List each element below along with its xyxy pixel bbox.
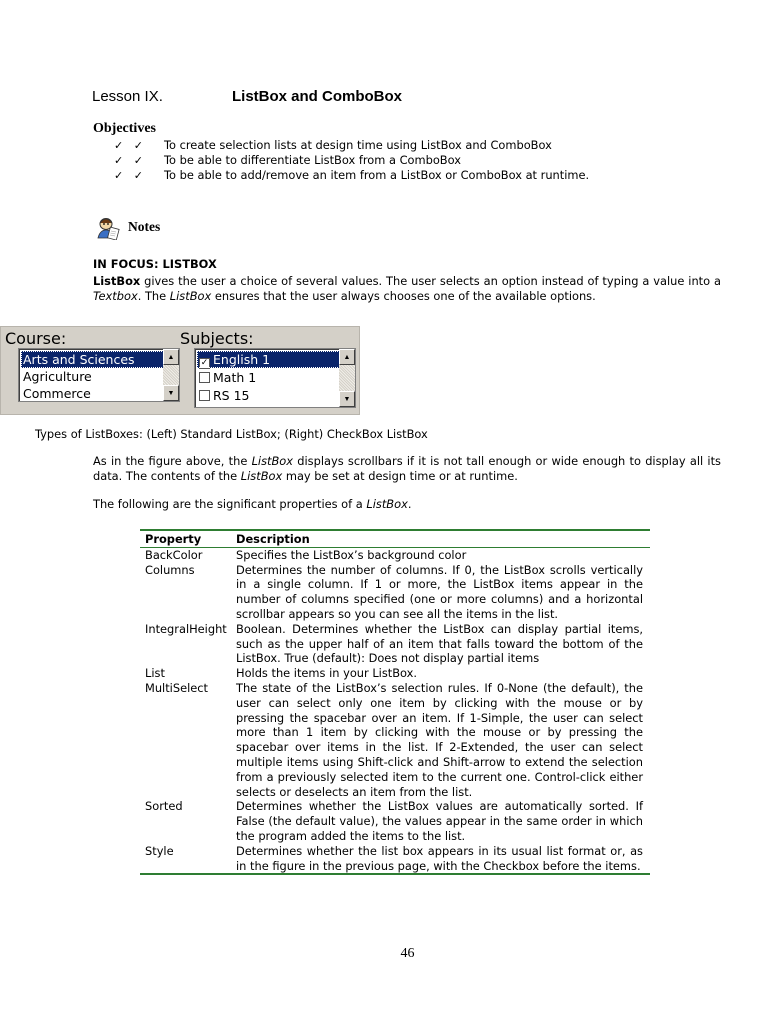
scrollbar[interactable] <box>339 349 355 407</box>
objective-item: ✓ ✓ To be able to add/remove an item from a ListBox or ComboBox at runtime. <box>114 168 590 182</box>
checkbox-checked-icon[interactable]: ✓ <box>200 358 209 368</box>
table-row <box>140 799 650 843</box>
objectives-heading: Objectives <box>93 121 156 136</box>
table-row <box>140 681 650 799</box>
properties-table <box>140 529 650 875</box>
table-row <box>140 622 650 666</box>
lesson-title: ListBox and ComboBox <box>232 88 403 105</box>
table-header <box>140 531 650 548</box>
figure-caption: Types of ListBoxes: (Left) Standard ListBox; (Right) CheckBox ListBox <box>35 427 428 441</box>
property-description: Boolean. Determines whether the ListBox can display partial items, such as the upper half of an item that falls toward the bottom of the ListBox. True (default): Does not display partial items <box>236 621 643 666</box>
checkmark-icon: ✓ ✓ <box>114 154 143 167</box>
course-listbox[interactable] <box>18 348 180 402</box>
objective-item: ✓ ✓ To create selection lists at design time using ListBox and ComboBox <box>114 138 552 152</box>
property-name: Columns <box>145 562 195 577</box>
scrollbar[interactable] <box>163 349 179 401</box>
scroll-up-icon[interactable]: ▲ <box>339 349 355 365</box>
list-item[interactable]: ✓ English 1 <box>197 351 340 368</box>
listbox-figure <box>0 326 360 415</box>
property-name: Style <box>145 843 174 858</box>
scroll-down-icon[interactable]: ▼ <box>339 391 355 407</box>
section-heading: IN FOCUS: LISTBOX <box>93 257 217 271</box>
table-row <box>140 563 650 622</box>
checkbox-icon[interactable] <box>199 390 210 401</box>
notes-person-icon <box>96 216 120 240</box>
properties-intro: The following are the significant properties of a ListBox. <box>93 497 412 511</box>
checkmark-icon: ✓ ✓ <box>114 169 143 182</box>
column-header-property: Property <box>145 532 202 546</box>
property-description: Determines the number of columns. If 0, the ListBox scrolls vertically in a single column. If 1 or more, the ListBox items appear in the number of columns specified (one or more columns) and a horizontal scrollbar appears so you can see all the items in the list. <box>236 562 643 621</box>
subjects-label: Subjects: <box>180 329 254 348</box>
list-item[interactable]: Arts and Sciences <box>21 351 166 368</box>
table-row <box>140 548 650 563</box>
objective-item: ✓ ✓ To be able to differentiate ListBox from a ComboBox <box>114 153 461 167</box>
property-description: Determines whether the ListBox values are automatically sorted. If False (the default value), the values appear in the same order in which the program added the items to the list. <box>236 799 643 843</box>
scrollbar-paragraph: As in the figure above, the ListBox displays scrollbars if it is not tall enough or wide enough to display all its data. The contents of the ListBox may be set at design time or at runtime. <box>93 454 721 483</box>
checkmark-icon: ✓ ✓ <box>114 139 143 152</box>
property-name: Sorted <box>145 799 183 814</box>
scroll-down-icon[interactable]: ▼ <box>163 385 179 401</box>
property-name: IntegralHeight <box>145 621 227 636</box>
notes-label: Notes <box>128 219 161 234</box>
term-listbox: ListBox <box>93 274 141 288</box>
list-item[interactable]: Agriculture <box>23 369 92 384</box>
property-name: List <box>145 666 165 681</box>
property-description: The state of the ListBox’s selection rules. If 0-None (the default), the user can select only one item by clicking with the mouse or by pressing the spacebar over an item. If 1-Simple, the user can select more than 1 item by clicking with the mouse or by pressing the spacebar over items in the list. If 2-Extended, the user can select multiple items using Shift-click and Shift-arrow to extend the selection from a previously selected item to the current one. Control-click either selects or deselects an item from the list. <box>236 680 643 799</box>
property-name: MultiSelect <box>145 680 208 695</box>
list-item[interactable]: Commerce <box>23 386 91 401</box>
intro-paragraph: ListBox gives the user a choice of several values. The user selects an option instead of typing a value into a Textbox. The ListBox ensures that the user always chooses one of the available options. <box>93 274 721 303</box>
table-row <box>140 844 650 874</box>
property-name: BackColor <box>145 547 203 562</box>
property-description: Determines whether the list box appears in its usual list format or, as in the figure in the previous page, with the Checkbox before the items. <box>236 843 643 873</box>
scroll-up-icon[interactable]: ▲ <box>163 349 179 365</box>
property-description: Holds the items in your ListBox. <box>236 666 418 681</box>
table-row <box>140 666 650 681</box>
page-number: 46 <box>400 946 415 961</box>
list-item[interactable]: RS 15 <box>197 387 252 404</box>
course-label: Course: <box>5 329 67 348</box>
property-description: Specifies the ListBox’s background color <box>236 547 467 562</box>
column-header-description: Description <box>236 532 310 546</box>
lesson-label: Lesson IX. <box>92 88 163 105</box>
list-item[interactable]: Math 1 <box>197 369 258 386</box>
lesson-header <box>92 88 732 110</box>
checkbox-icon[interactable] <box>199 372 210 383</box>
subjects-checkbox-listbox[interactable] <box>194 348 356 408</box>
